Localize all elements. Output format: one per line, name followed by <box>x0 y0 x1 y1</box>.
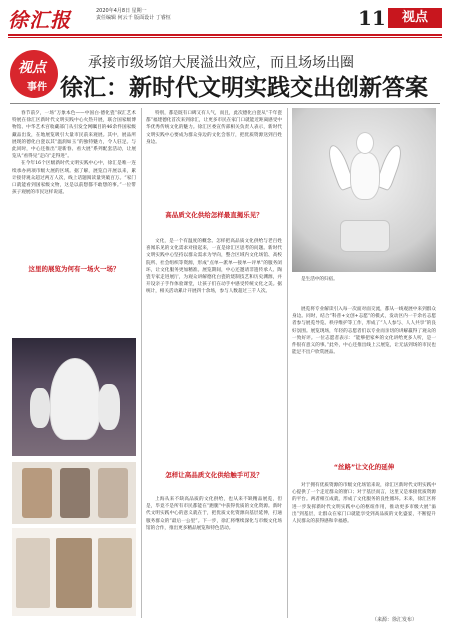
column-subheading: “丝路”让文化的延伸 <box>333 463 395 471</box>
paragraph: 文化，是一个有温度的概念。怎样把高品质文化供给与老百姓喜闻乐见的文化需求对接起来，一直是徐汇区思考的问题。新时代文明实践中心坚持以群众需求为导向，整合区域内文化场馆、高校院所、社会组织等资源，形成“点单—派单—接单—评单”的服务闭环，让文化服务更加精准。展览期间，中心还邀请非遗传承人、陶瓷专家走进展厅，为观众讲解德化白瓷的烧制技艺和历史渊源，并开设亲子手作体验课堂，让孩子们在动手中感受传统文化之美。据统计，相关活动累计开展四十余场，参与人数超过三千人次。 <box>146 239 282 295</box>
date-line-2: 责任编辑 何云千 版面设计 丁睿恒 <box>96 15 171 21</box>
photo-panel <box>98 538 132 608</box>
porcelain-sculpture-photo <box>292 108 436 272</box>
masthead <box>0 0 450 40</box>
paragraph: 春节前夕，一场“万象本色——中国白·德化瓷”叙汇艺术特展在徐汇区新时代文明实践中心火热开展，联合国家级博物馆、中华艺术宫收藏部门从引发全网瞩目的46余件国家级藏品出发，在地展览吸引大量市民前来观展。其中，展品所展现的德化白瓷以其“温润如玉”的独特魅力，令人驻足。与此同时，中心还推出“迎新春、看大展”系列配套活动，让展览从“看得见”走向“走得进”。 <box>12 111 136 160</box>
article-column-6 <box>292 482 436 612</box>
article-column-4 <box>292 276 436 300</box>
column-divider <box>287 108 288 618</box>
article-column-3b <box>146 496 282 616</box>
paragraph: 上海从来不缺高品质的文化供给，也从来不缺精品展览，但是，毕竟不是所有市民都能在“跑腿”中获得优质的文化资源。新时代文明实践中心的意义就在于，把优质文化资源向基层延伸，打通服务群众的“最后一公里”。下一步，徐汇将继续深化与市级文化场馆的合作，推出更多精品展览和特色活动。 <box>146 497 282 531</box>
newspaper-logo: 徐汇报 <box>8 8 71 32</box>
date-line-1: 2020年4月8日 星期一 <box>96 8 147 14</box>
photo-figure-body <box>350 152 380 200</box>
byline: （来源：徐汇发布） <box>372 617 418 623</box>
photo-side-figure <box>30 388 50 428</box>
paragraph: 对于拥有优质资源的市级文化场馆来说，徐汇区新时代文明实践中心提供了一个走近群众的窗口；对于基层而言，这里又是承接优质资源的平台。两者相互成就，形成了文化服务的良性循环。未来，徐汇区将进一步发挥新时代文明实践中心的枢纽作用，推动更多市级大展“溢出”到基层，让群众在家门口就能享受到高品质的文化盛宴，不断提升人民群众的获得感和幸福感。 <box>292 483 436 525</box>
article-subtitle: 承接市级场馆大展溢出效应，而且场场出圈 <box>88 55 354 71</box>
column-subheading: 这里的展览为何有一场火一场？ <box>28 265 120 273</box>
paragraph: 在今年16个区级新时代文明实践中心中，徐汇是唯一连续承办两项市级大展的区域。据了解，展览自开展以来，累计接待观众超过两万人次，线上话题阅读量突破百万。“家门口就能看到国家级文物，这是以前想都不敢想的事。”一位带孩子观展的市民这样说道。 <box>12 161 136 196</box>
visitors-photo <box>12 462 136 524</box>
badge-line-2: 事件 <box>27 82 47 93</box>
dateline <box>96 8 171 22</box>
photo-panel <box>16 538 50 608</box>
paragraph: 特别，都是既有口碑又有人气，而且，此次德化白瓷从“千年瓷都”福建德化首次来到徐汇，让更多市民在家门口就能近距离感受中华优秀传统文化的魅力。徐汇区委宣传部相关负责人表示，新时代文明实践中心要成为群众身边的文化会客厅，把优质资源送到百姓身边。 <box>146 111 282 145</box>
column-subheading: 怎样让高品质文化供给触手可及？ <box>165 471 263 479</box>
photo-panel <box>98 468 128 518</box>
page-number: 11 <box>358 6 386 30</box>
photo-figure-head <box>356 132 374 154</box>
badge-line-1: 视点 <box>18 60 46 76</box>
exhibition-hall-photo <box>12 528 136 616</box>
photo-panel <box>22 468 52 518</box>
photo-side-figure <box>98 384 120 430</box>
masthead-rule <box>8 34 442 36</box>
photo-figure-base <box>340 220 390 252</box>
section-label: 视点 <box>388 8 442 28</box>
article-column-1 <box>12 110 136 334</box>
column-subheading: 高品质文化供给怎样最直揭乐见？ <box>165 211 263 219</box>
masthead-rule-thin <box>8 37 442 38</box>
article-column-5 <box>292 306 436 454</box>
photo-central-figure <box>50 358 100 440</box>
article-headline: 徐汇：新时代文明实践交出创新答案 <box>60 75 428 101</box>
column-divider <box>141 108 142 618</box>
headline-rule <box>10 103 440 104</box>
section-badge <box>10 50 58 98</box>
article-column-2 <box>146 110 282 202</box>
paragraph: 展览将专业解读引入每一次面对面交流，都从一线观展中来到群众身边。同时，结合“科普+文创+志愿”的模式，发动区内一千余名志愿者参与展览导览、秩序维护等工作，形成了“人人参与、人人共享”的良好氛围。展览现场，年轻的志愿者们以专业而亲切的讲解赢得了观众的一致好评。一位志愿者表示：“能够把家乡的文化讲给更多人听，是一件很有意义的事。”此外，中心还推出线上云展览，让无法到场的市民也能足不出户欣赏展品。 <box>292 307 436 356</box>
paragraph: 是生活中的归宿。 <box>301 277 338 282</box>
photo-panel <box>56 538 92 608</box>
exhibition-figure-photo <box>12 338 136 456</box>
article-column-3 <box>146 238 282 460</box>
photo-panel <box>60 468 90 518</box>
